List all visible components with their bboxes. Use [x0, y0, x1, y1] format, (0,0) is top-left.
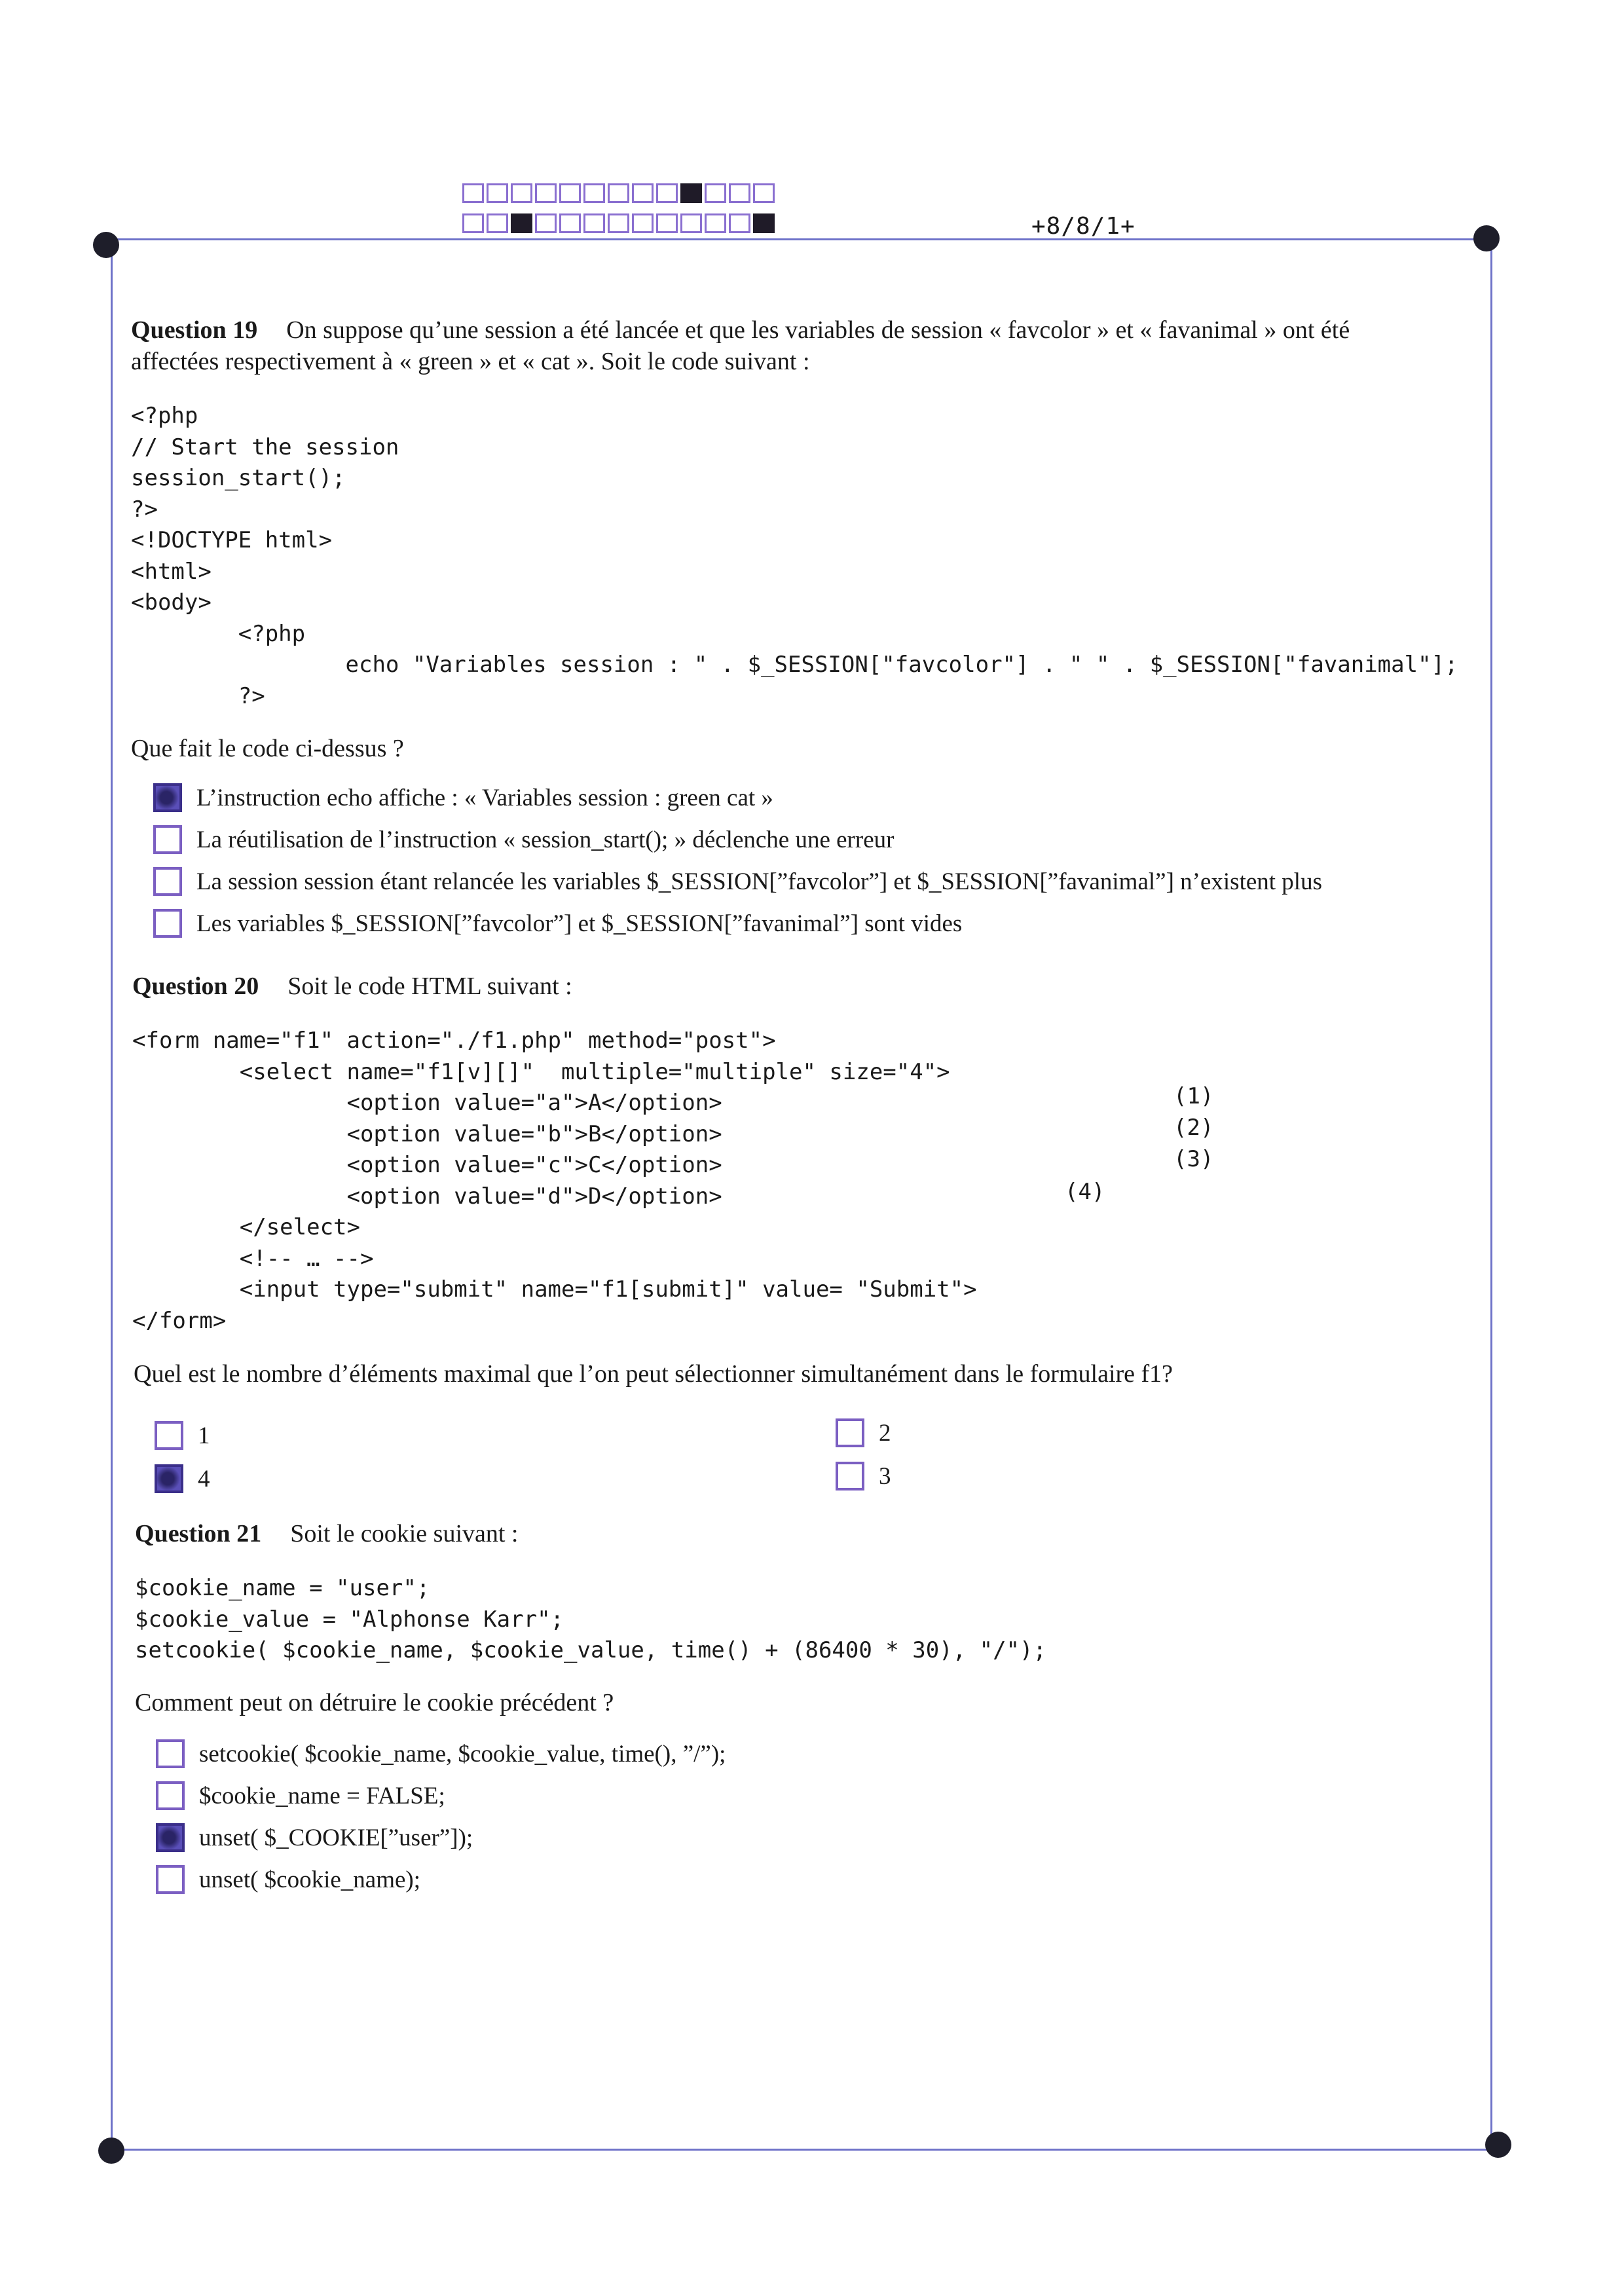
- q20-code-block: <form name="f1" action="./f1.php" method="post"> <select name="f1[v][]" multiple="multiple" size="4"> <option value="a">A</option> <option value="b">B</option> <option value="c">C</option> <option value="d">D</option> </select> <!-- … --> <input type="submit" name="f1[submit]" value= "Submit"> </form>: [132, 1028, 977, 1334]
- code-cell: [511, 213, 532, 233]
- q20-text: Soit le code HTML suivant :: [287, 972, 572, 1000]
- q19-checkbox-2[interactable]: [153, 825, 182, 854]
- q20-annotation-2: (2): [1173, 1115, 1214, 1141]
- code-cell: [705, 213, 726, 233]
- q21-checkbox-3[interactable]: [156, 1823, 185, 1852]
- q20-annotation-1: (1): [1173, 1083, 1214, 1109]
- code-cell: [583, 183, 605, 203]
- q19-choice-2-label: La réutilisation de l’instruction « session_start(); » déclenche une erreur: [196, 826, 895, 853]
- q20-annotation-4: (4): [1065, 1179, 1105, 1205]
- q20-header: [132, 969, 572, 1003]
- corner-marker-bottom-left: [98, 2138, 124, 2164]
- q20-label: Question 20: [132, 972, 259, 1000]
- frame-top-line: [106, 238, 1488, 240]
- q19-choice-1-label: L’instruction echo affiche : « Variables session : green cat »: [196, 784, 773, 811]
- code-cell: [608, 213, 629, 233]
- q20-checkbox-4[interactable]: [155, 1464, 183, 1493]
- page-code-row-2: [462, 213, 777, 233]
- q21-choice-1-label: setcookie( $cookie_name, $cookie_value, time(), ”/”);: [199, 1740, 726, 1768]
- q20-choice-1[interactable]: [155, 1421, 210, 1450]
- q21-choice-4[interactable]: [156, 1865, 420, 1894]
- q21-checkbox-2[interactable]: [156, 1781, 185, 1810]
- q20-choice-3-label: 4: [198, 1465, 210, 1492]
- q19-checkbox-3[interactable]: [153, 867, 182, 896]
- q19-text-line1: On suppose qu’une session a été lancée et que les variables de session « favcolor » et « favanimal » ont été: [286, 316, 1350, 344]
- q20-choice-2[interactable]: [836, 1418, 891, 1447]
- frame-right-line: [1490, 238, 1492, 2148]
- q21-header: [135, 1517, 519, 1551]
- q19-checkbox-1[interactable]: [153, 783, 182, 812]
- q21-text: Soit le cookie suivant :: [290, 1520, 519, 1547]
- q19-question: Que fait le code ci-dessus ?: [131, 735, 404, 762]
- code-cell: [632, 183, 654, 203]
- code-cell: [462, 183, 484, 203]
- q20-choice-1-label: 1: [198, 1422, 210, 1449]
- code-cell: [632, 213, 654, 233]
- q21-question: Comment peut on détruire le cookie précédent ?: [135, 1689, 614, 1716]
- code-cell: [462, 213, 484, 233]
- code-cell: [753, 213, 775, 233]
- code-cell: [559, 183, 581, 203]
- code-cell: [705, 183, 726, 203]
- code-cell: [729, 213, 750, 233]
- q20-checkbox-1[interactable]: [155, 1421, 183, 1450]
- q21-choice-3[interactable]: [156, 1823, 473, 1852]
- corner-marker-top-left: [93, 232, 119, 258]
- q20-checkbox-3[interactable]: [836, 1462, 864, 1491]
- q21-choice-3-label: unset( $_COOKIE[”user”]);: [199, 1824, 473, 1851]
- q19-choice-2[interactable]: [153, 825, 894, 854]
- code-cell: [583, 213, 605, 233]
- q20-choice-3[interactable]: [155, 1464, 210, 1493]
- q19-choice-3-label: La session session étant relancée les variables $_SESSION[”favcolor”] et $_SESSION[”favanimal”] n’existent plus: [196, 868, 1322, 895]
- code-cell: [535, 213, 557, 233]
- q19-label: Question 19: [131, 316, 258, 344]
- code-cell: [487, 213, 508, 233]
- corner-marker-top-right: [1473, 225, 1500, 251]
- q21-choice-4-label: unset( $cookie_name);: [199, 1866, 421, 1893]
- code-cell: [680, 183, 702, 203]
- q20-choice-4-label: 3: [879, 1462, 891, 1490]
- code-cell: [753, 183, 775, 203]
- code-cell: [535, 183, 557, 203]
- q20-checkbox-2[interactable]: [836, 1418, 864, 1447]
- q21-choice-2-label: $cookie_name = FALSE;: [199, 1782, 445, 1809]
- frame-bottom-line: [111, 2149, 1492, 2151]
- code-cell: [656, 213, 678, 233]
- code-cell: [608, 183, 629, 203]
- page-id: +8/8/1+: [1031, 213, 1135, 240]
- q19-choice-1[interactable]: [153, 783, 773, 812]
- q19-header: [131, 313, 1350, 347]
- q19-text-line2: affectées respectivement à « green » et « cat ». Soit le code suivant :: [131, 348, 810, 375]
- q21-code-block: $cookie_name = "user"; $cookie_value = "Alphonse Karr"; setcookie( $cookie_name, $cookie_value, time() + (86400 * 30), "/");: [135, 1575, 1046, 1663]
- q21-checkbox-1[interactable]: [156, 1739, 185, 1768]
- code-cell: [487, 183, 508, 203]
- q19-code-block: <?php // Start the session session_start(); ?> <!DOCTYPE html> <html> <body> <?php echo "Variables session : " . $_SESSION["favcolor"] . " " . $_SESSION["favanimal"]; ?>: [131, 403, 1458, 709]
- q21-checkbox-4[interactable]: [156, 1865, 185, 1894]
- page-code-row-1: [462, 183, 777, 203]
- code-cell: [680, 213, 702, 233]
- frame-left-line: [111, 238, 113, 2151]
- q19-checkbox-4[interactable]: [153, 909, 182, 938]
- q21-choice-2[interactable]: [156, 1781, 445, 1810]
- corner-marker-bottom-right: [1485, 2132, 1511, 2158]
- q21-choice-1[interactable]: [156, 1739, 726, 1768]
- q20-choice-4[interactable]: [836, 1462, 891, 1491]
- q20-question: Quel est le nombre d’éléments maximal que l’on peut sélectionner simultanément dans le formulaire f1?: [134, 1360, 1173, 1388]
- q20-choice-2-label: 2: [879, 1419, 891, 1447]
- code-cell: [729, 183, 750, 203]
- code-cell: [656, 183, 678, 203]
- code-cell: [559, 213, 581, 233]
- code-cell: [511, 183, 532, 203]
- q20-annotation-3: (3): [1173, 1146, 1214, 1172]
- q19-choice-4[interactable]: [153, 909, 962, 938]
- q21-label: Question 21: [135, 1520, 262, 1547]
- q19-choice-4-label: Les variables $_SESSION[”favcolor”] et $_SESSION[”favanimal”] sont vides: [196, 910, 963, 937]
- q19-choice-3[interactable]: [153, 867, 1322, 896]
